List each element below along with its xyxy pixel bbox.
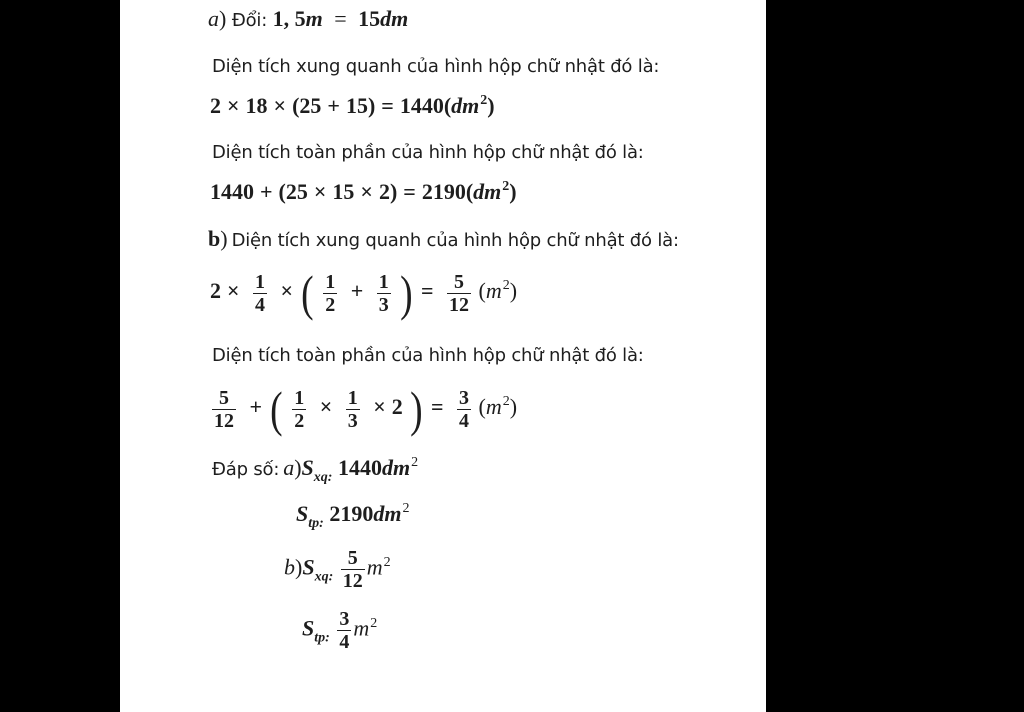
answer-a-sxq: Đáp số: $a)S_{xq:}$ $1440dm^2$ — [212, 455, 419, 485]
a-lateral-expression: $2 \times 18 \times (25 + 15) = 1440(dm^2)$ — [210, 93, 495, 118]
part-b-label: b — [208, 226, 221, 251]
b-lateral-text: Diện tích xung quanh của hình hộp chữ nhật đó là: — [231, 230, 679, 251]
convert-lhs: 1, 5 — [272, 6, 306, 31]
b-total-expression: $\frac{5}{12}$ + ( $\frac{1}{2}$ × $\frac{1}{3}$ × 2 ) = $\frac{3}{4}$ $(m^2)$ — [214, 381, 518, 437]
a-total-expression: $1440 + (25 \times 15 \times 2) = 2190(dm^2)$ — [210, 179, 517, 204]
convert-rhs: 15 — [358, 6, 381, 31]
answer-a-stp: $S_{tp:}$ $2190dm^2$ — [296, 501, 410, 531]
answer-label: Đáp số: — [212, 459, 280, 480]
b-lateral-heading: b) Diện tích xung quanh của hình hộp chữ nhật đó là: — [208, 226, 679, 251]
convert-unit: m — [305, 6, 323, 31]
a-lateral-text: Diện tích xung quanh của hình hộp chữ nhật đó là: — [212, 56, 660, 77]
conversion-line: a) Đổi: 1, 5m = 15dm — [208, 6, 409, 31]
convert-rhs-unit: dm — [380, 6, 409, 31]
part-a-label: a — [208, 6, 219, 31]
a-total-text: Diện tích toàn phần của hình hộp chữ nhật đó là: — [212, 142, 644, 163]
b-lateral-expression: 2 × $\frac{1}{4}$ × ( $\frac{1}{2}$ + $\frac{1}{3}$ ) = $\frac{5}{12}$ $(m^2)$ — [210, 265, 518, 321]
solution-panel — [120, 0, 766, 712]
convert-word: Đổi: — [231, 10, 268, 31]
answer-b-sxq: $b)S_{xq:}$ $\frac{5}{12}$ $m^2$ — [284, 547, 391, 592]
answer-b-stp: $S_{tp:}$ $\frac{3}{4}$ $m^2$ — [302, 608, 378, 653]
b-total-text: Diện tích toàn phần của hình hộp chữ nhật đó là: — [212, 345, 644, 366]
